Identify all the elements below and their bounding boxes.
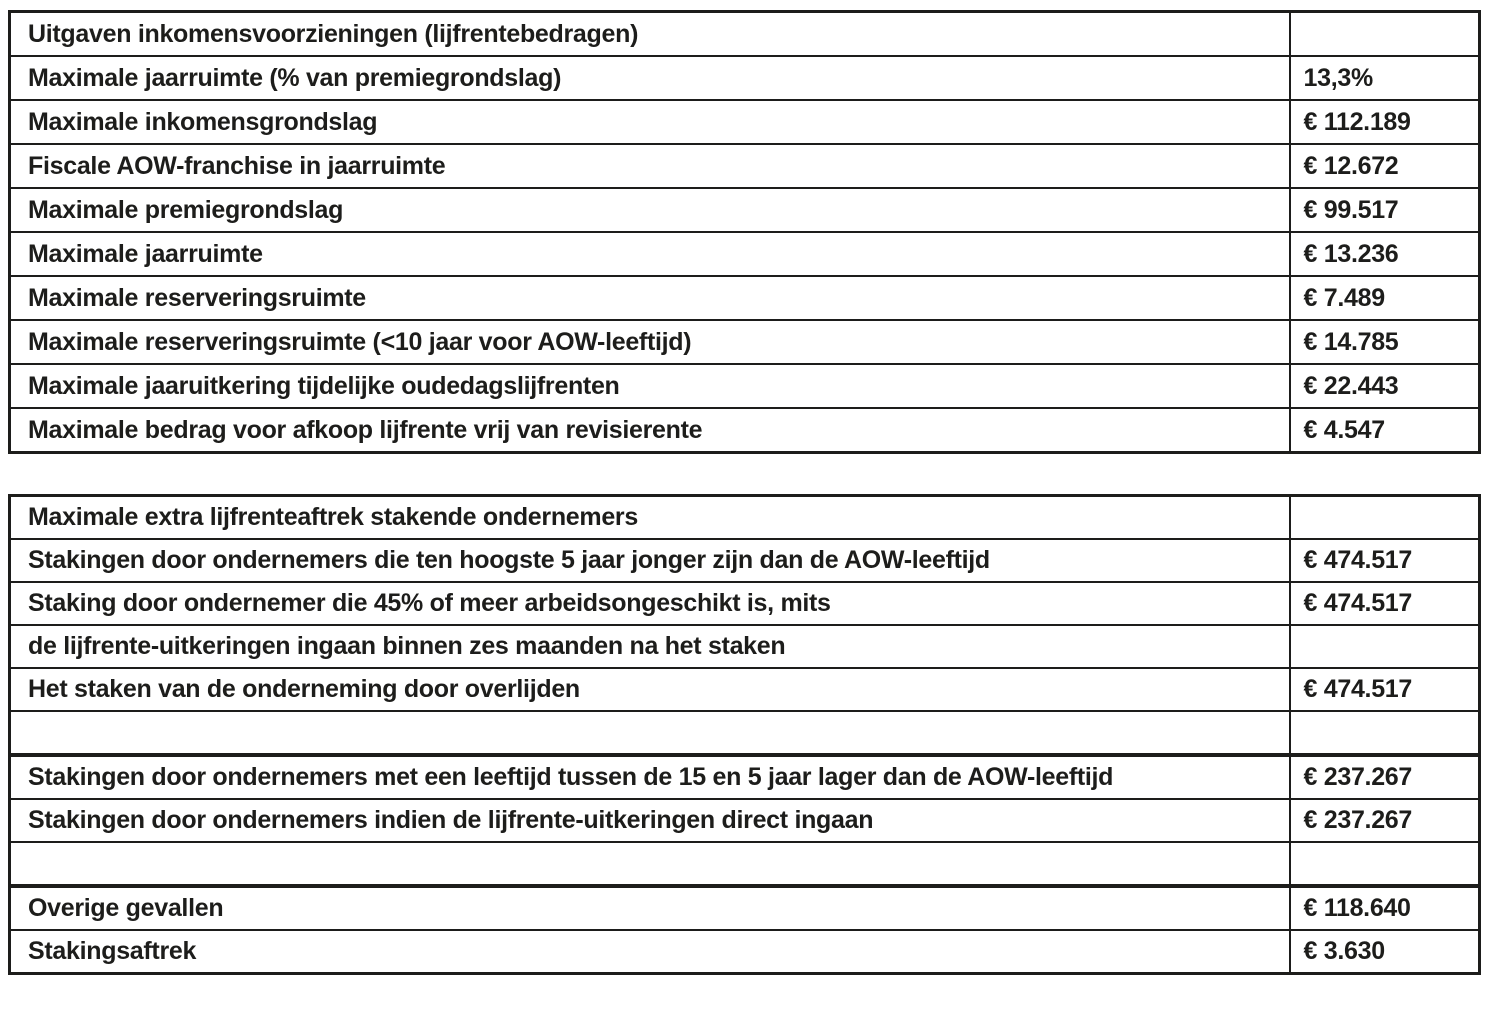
row-label-cell: Maximale reserveringsruimte [10, 276, 1290, 320]
stakingsaftrek-table [8, 494, 1481, 975]
table-row [10, 625, 1480, 668]
row-value-cell: € 237.267 [1290, 755, 1480, 799]
separator-row [10, 711, 1480, 755]
row-label-cell: Overige gevallen [10, 886, 1290, 930]
row-value-cell: € 22.443 [1290, 364, 1480, 408]
row-label-cell: Stakingen door ondernemers die ten hoogste 5 jaar jonger zijn dan de AOW-leeftijd [10, 539, 1290, 582]
row-label-cell: Maximale premiegrondslag [10, 188, 1290, 232]
table-row [10, 930, 1480, 974]
row-value-cell: € 474.517 [1290, 539, 1480, 582]
row-label-cell: Het staken van de onderneming door overlijden [10, 668, 1290, 711]
separator-row [10, 842, 1480, 886]
row-label-cell: de lijfrente-uitkeringen ingaan binnen zes maanden na het staken [10, 625, 1290, 668]
table-row [10, 56, 1480, 100]
table-row [10, 364, 1480, 408]
row-label-cell: Stakingen door ondernemers met een leeftijd tussen de 15 en 5 jaar lager dan de AOW-leeftijd [10, 755, 1290, 799]
row-label-cell: Maximale inkomensgrondslag [10, 100, 1290, 144]
row-label-cell: Staking door ondernemer die 45% of meer arbeidsongeschikt is, mits [10, 582, 1290, 625]
row-label-cell: Maximale extra lijfrenteaftrek stakende ondernemers [10, 496, 1290, 540]
row-value-cell: € 3.630 [1290, 930, 1480, 974]
row-label-cell: Stakingen door ondernemers indien de lijfrente-uitkeringen direct ingaan [10, 799, 1290, 842]
row-value-cell: € 4.547 [1290, 408, 1480, 453]
lijfrente-amounts-section [8, 10, 1478, 454]
row-label-cell: Maximale jaaruitkering tijdelijke oudedagslijfrenten [10, 364, 1290, 408]
row-value-cell: € 118.640 [1290, 886, 1480, 930]
table-row [10, 582, 1480, 625]
row-value-cell [1290, 496, 1480, 540]
row-label-cell: Maximale jaarruimte [10, 232, 1290, 276]
row-label-cell [10, 842, 1290, 886]
row-label-cell: Fiscale AOW-franchise in jaarruimte [10, 144, 1290, 188]
row-value-cell: € 474.517 [1290, 668, 1480, 711]
table-row [10, 755, 1480, 799]
lijfrente-amounts-table [8, 10, 1481, 454]
table-row [10, 668, 1480, 711]
table-row [10, 320, 1480, 364]
row-label-cell: Maximale jaarruimte (% van premiegrondslag) [10, 56, 1290, 100]
row-label-cell: Maximale bedrag voor afkoop lijfrente vrij van revisierente [10, 408, 1290, 453]
row-label-cell [10, 711, 1290, 755]
table-row [10, 188, 1480, 232]
row-value-cell: € 237.267 [1290, 799, 1480, 842]
row-value-cell: € 12.672 [1290, 144, 1480, 188]
row-label-cell: Uitgaven inkomensvoorzieningen (lijfrentebedragen) [10, 12, 1290, 57]
table-row [10, 539, 1480, 582]
stakingsaftrek-section [8, 494, 1478, 975]
table-row [10, 100, 1480, 144]
row-value-cell [1290, 12, 1480, 57]
row-value-cell: € 99.517 [1290, 188, 1480, 232]
row-label-cell: Maximale reserveringsruimte (<10 jaar voor AOW-leeftijd) [10, 320, 1290, 364]
row-value-cell: € 13.236 [1290, 232, 1480, 276]
row-value-cell [1290, 625, 1480, 668]
row-value-cell: € 14.785 [1290, 320, 1480, 364]
table-row [10, 276, 1480, 320]
row-value-cell [1290, 842, 1480, 886]
row-value-cell: 13,3% [1290, 56, 1480, 100]
table-row [10, 232, 1480, 276]
table-row [10, 408, 1480, 453]
row-value-cell: € 112.189 [1290, 100, 1480, 144]
row-value-cell [1290, 711, 1480, 755]
table-row [10, 12, 1480, 57]
table-row [10, 799, 1480, 842]
row-value-cell: € 474.517 [1290, 582, 1480, 625]
table-row [10, 144, 1480, 188]
row-value-cell: € 7.489 [1290, 276, 1480, 320]
table-row [10, 886, 1480, 930]
row-label-cell: Stakingsaftrek [10, 930, 1290, 974]
table-row [10, 496, 1480, 540]
